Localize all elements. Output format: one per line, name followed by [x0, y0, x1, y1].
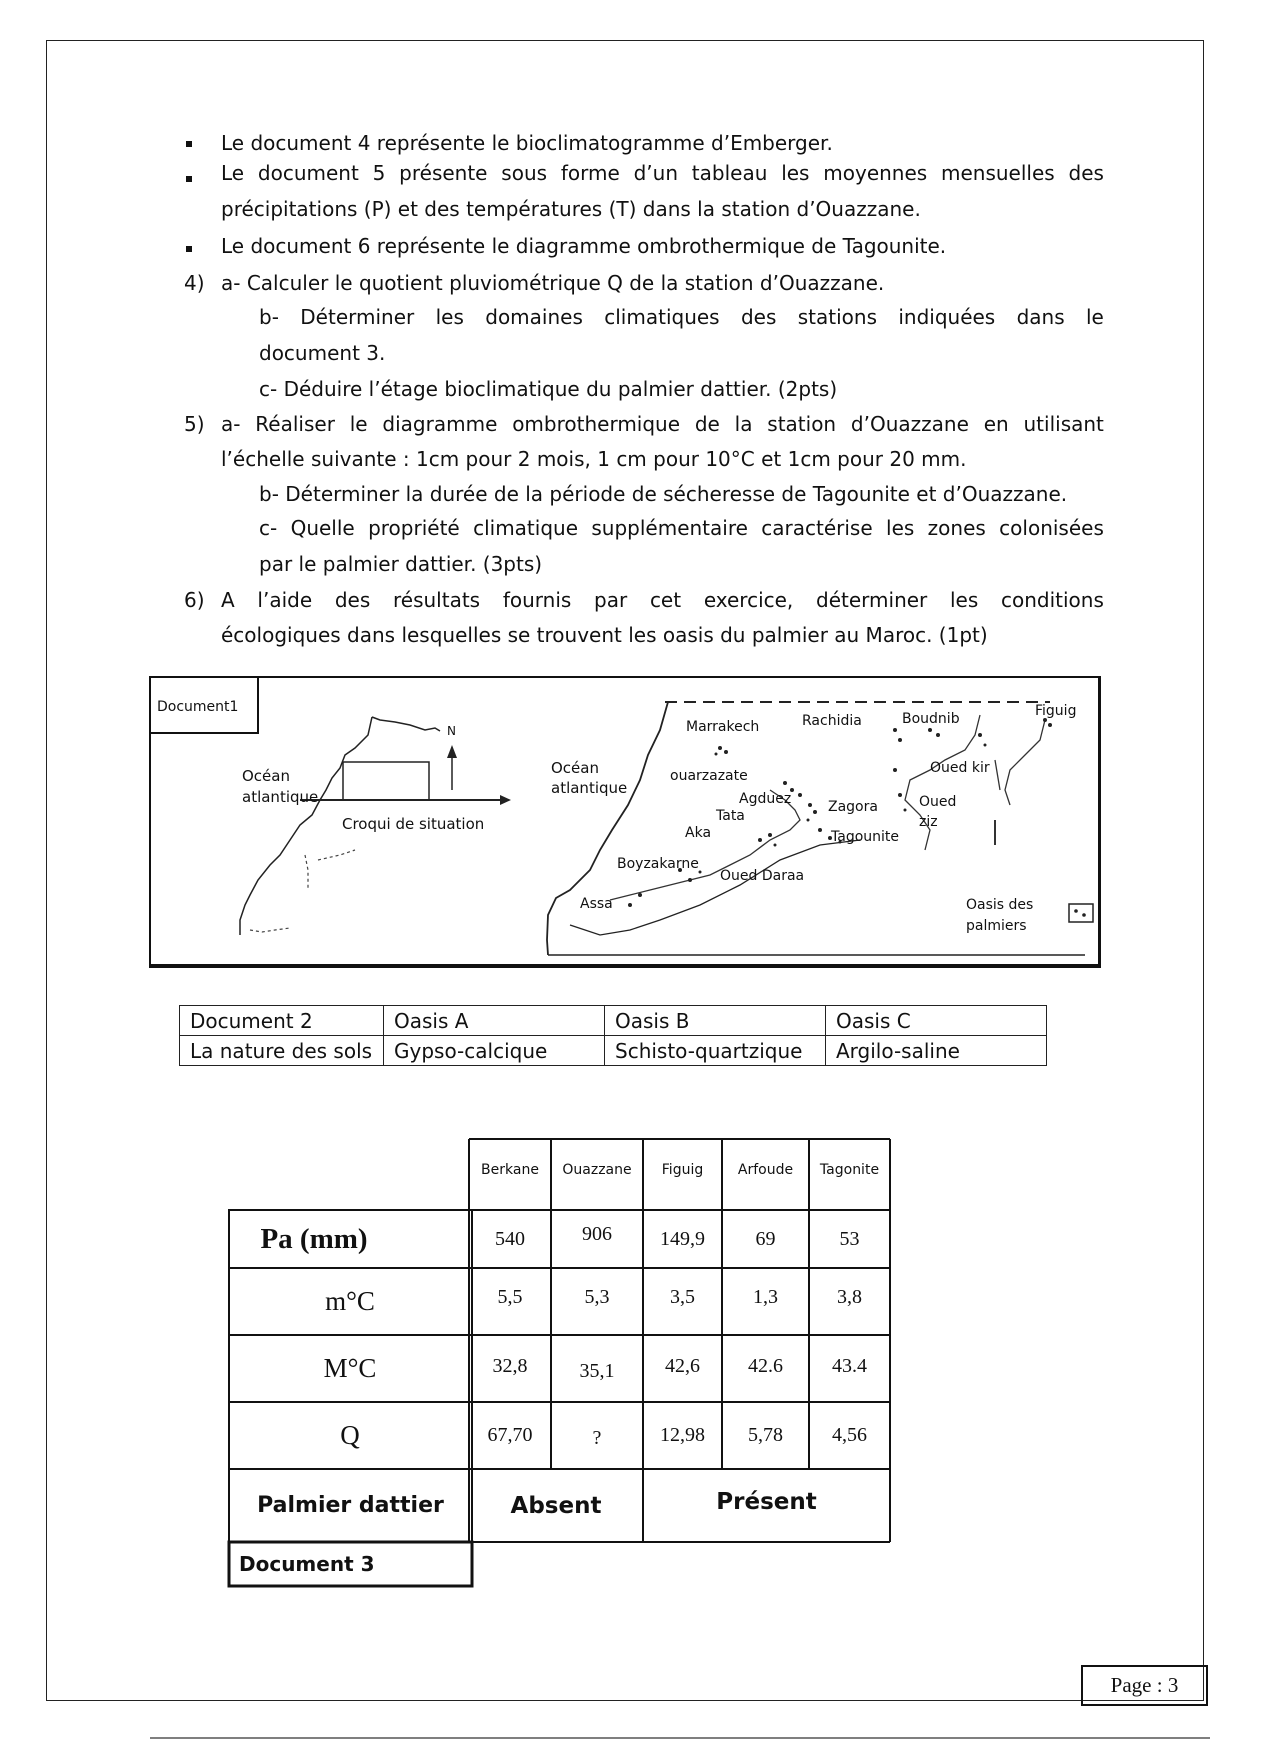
row-label-q: Q: [340, 1420, 360, 1450]
bullet-doc5-line2: précipitations (P) et des températures (T) dans la station d’Ouazzane.: [221, 197, 921, 221]
q-figuig: 12,98: [660, 1424, 705, 1446]
q6-line1: A l’aide des résultats fournis par cet exercice, déterminer les conditions: [221, 588, 1104, 612]
q5-a-line2: l’échelle suivante : 1cm pour 2 mois, 1 cm pour 10°C et 1cm pour 20 mm.: [221, 447, 967, 471]
page-number: Page : 3: [1081, 1665, 1208, 1706]
q-arfoude: 5,78: [748, 1424, 783, 1446]
place-oued-daraa: Oued Daraa: [720, 868, 805, 884]
doc2-oasis-b: Oasis B: [605, 1006, 826, 1036]
bullet-doc5-line1: Le document 5 présente sous forme d’un tableau les moyennes mensuelles des: [221, 161, 1104, 185]
place-ouarzazate: ouarzazate: [670, 768, 748, 784]
q-tagonite: 4,56: [832, 1424, 867, 1446]
place-oued: Oued: [919, 794, 957, 810]
situation-atlantic-label: atlantique: [242, 788, 319, 806]
q6-line2: écologiques dans lesquelles se trouvent les oasis du palmier au Maroc. (1pt): [221, 623, 988, 647]
q5-c-line1: c- Quelle propriété climatique supplémentaire caractérise les zones colonisées: [259, 516, 1104, 540]
q5-a-line1: a- Réaliser le diagramme ombrothermique de la station d’Ouazzane en utilisant: [221, 412, 1104, 436]
q4-c: c- Déduire l’étage bioclimatique du palmier dattier. (2pts): [259, 377, 838, 401]
max-berkane: 32,8: [492, 1354, 528, 1377]
place-figuig: Figuig: [1035, 703, 1077, 719]
q5-b: b- Déterminer la durée de la période de sécheresse de Tagounite et d’Ouazzane.: [259, 482, 1068, 506]
q5-c-line2: par le palmier dattier. (3pts): [259, 552, 543, 576]
place-oued-kir: Oued kir: [930, 760, 990, 776]
min-berkane: 5,5: [497, 1285, 523, 1308]
doc2-oasis-c: Oasis C: [826, 1006, 1047, 1036]
bullet-doc4: Le document 4 représente le bioclimatogramme d’Emberger.: [221, 131, 833, 155]
bullet-doc6: Le document 6 représente le diagramme ombrothermique de Tagounite.: [221, 234, 947, 258]
min-figuig: 3,5: [670, 1285, 695, 1308]
place-boudnib: Boudnib: [902, 711, 960, 727]
station-tagonite: Tagonite: [819, 1162, 880, 1178]
doc2-oasis-a: Oasis A: [384, 1006, 605, 1036]
q-ouazzane: ?: [592, 1427, 602, 1449]
station-ouazzane: Ouazzane: [562, 1162, 632, 1178]
q5-number: 5): [184, 412, 205, 436]
station-berkane: Berkane: [481, 1162, 539, 1178]
q4-b-line2: document 3.: [259, 341, 386, 365]
palm-present: Présent: [716, 1489, 817, 1515]
legend-oasis-line2: palmiers: [966, 918, 1027, 934]
row-label-min: m°C: [325, 1286, 375, 1316]
place-tata: Tata: [716, 808, 745, 824]
detail-ocean-label: Océan: [551, 759, 599, 777]
doc2-soil-c: Argilo-saline: [826, 1036, 1047, 1066]
pa-tagonite: 53: [839, 1227, 860, 1250]
max-figuig: 42,6: [665, 1354, 700, 1377]
q4-b-line1: b- Déterminer les domaines climatiques des stations indiquées dans le: [259, 305, 1104, 329]
station-arfoude: Arfoude: [737, 1162, 794, 1178]
max-arfoude: 42.6: [748, 1354, 783, 1377]
doc2-label: Document 2: [180, 1006, 384, 1036]
pa-figuig: 149,9: [660, 1227, 705, 1250]
row-label-max: M°C: [323, 1353, 377, 1383]
q6-number: 6): [184, 588, 205, 612]
place-assa: Assa: [580, 896, 613, 912]
situation-caption: Croqui de situation: [342, 815, 485, 833]
north-label: N: [447, 724, 456, 738]
station-figuig: Figuig: [661, 1162, 704, 1178]
doc2-soil-b: Schisto-quartzique: [605, 1036, 826, 1066]
place-aka: Aka: [685, 825, 712, 841]
place-tagounite: Tagounite: [831, 829, 900, 845]
min-ouazzane: 5,3: [584, 1285, 610, 1308]
doc2-soil-label: La nature des sols: [180, 1036, 384, 1066]
pa-berkane: 540: [495, 1227, 525, 1250]
q4-number: 4): [184, 271, 205, 295]
situation-ocean-label: Océan: [242, 767, 290, 785]
q-berkane: 67,70: [487, 1424, 533, 1446]
document1-label: Document1: [149, 676, 259, 734]
place-agduez: Agduez: [739, 791, 792, 807]
max-tagonite: 43.4: [832, 1354, 867, 1377]
place-boyzakarne: Boyzakarne: [617, 856, 699, 872]
pa-ouazzane: 906: [582, 1222, 612, 1245]
min-tagonite: 3,8: [837, 1285, 862, 1308]
pa-arfoude: 69: [755, 1227, 776, 1250]
row-label-palm: Palmier dattier: [257, 1493, 444, 1518]
min-arfoude: 1,3: [753, 1285, 778, 1308]
legend-oasis-line1: Oasis des: [966, 897, 1034, 913]
place-zagora: Zagora: [828, 799, 878, 815]
max-ouazzane: 35,1: [579, 1359, 615, 1382]
place-rachidia: Rachidia: [802, 713, 862, 729]
place-marrakech: Marrakech: [686, 719, 760, 735]
place-ziz: ziz: [919, 814, 938, 830]
palm-absent: Absent: [510, 1492, 602, 1519]
doc2-soil-a: Gypso-calcique: [384, 1036, 605, 1066]
q4-a: a- Calculer le quotient pluviométrique Q de la station d’Ouazzane.: [221, 271, 885, 295]
document3-label: Document 3: [239, 1552, 375, 1576]
row-label-pa: Pa (mm): [260, 1222, 368, 1255]
detail-atlantic-label: atlantique: [551, 779, 628, 797]
